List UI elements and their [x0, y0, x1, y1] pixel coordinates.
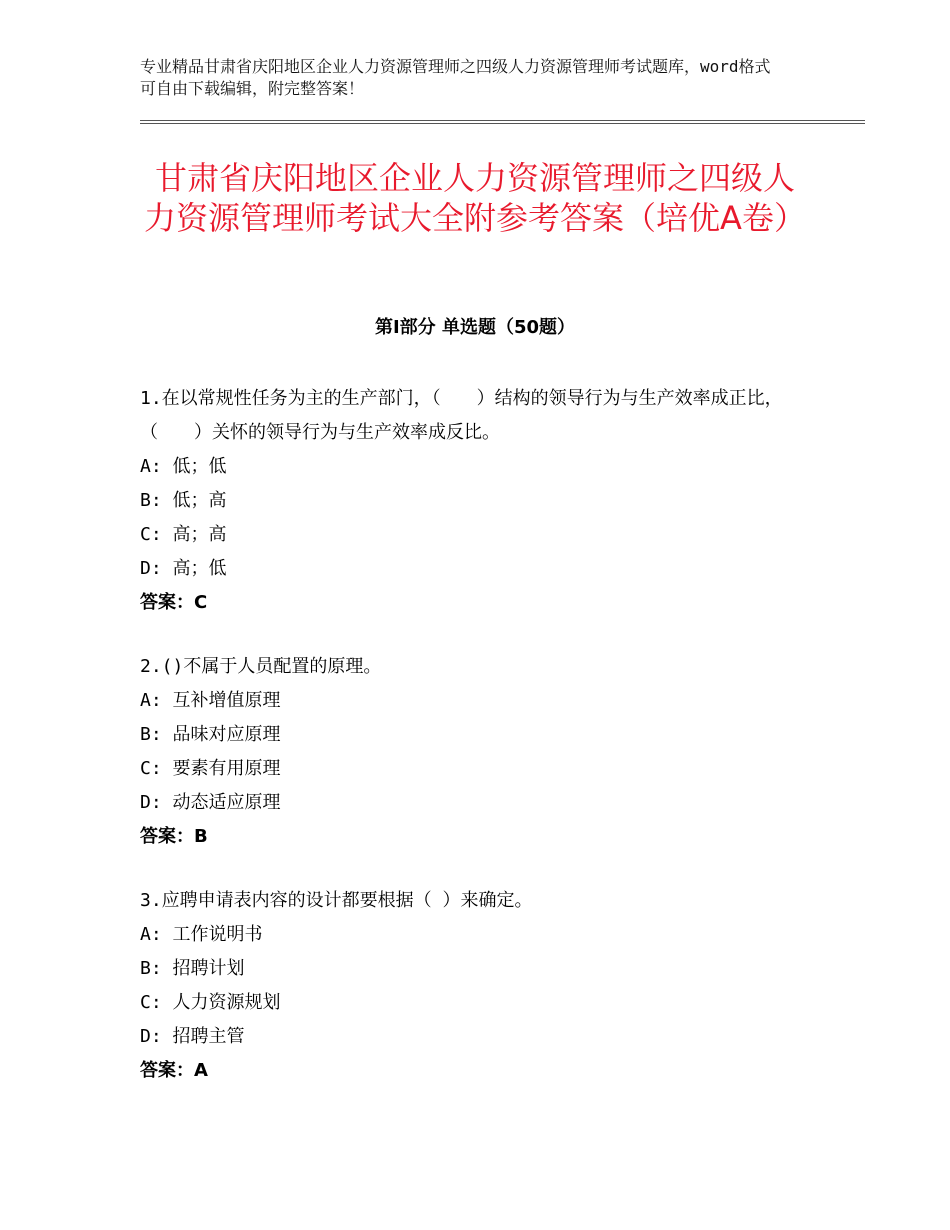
option-a: A: 低；低: [140, 456, 227, 477]
option-d: D: 高；低: [140, 558, 227, 579]
question-stem: 1.在以常规性任务为主的生产部门，（ ）结构的领导行为与生产效率成正比，（ ）关怀的领导行为与生产效率成反比。: [140, 388, 783, 443]
question-stem: 3.应聘申请表内容的设计都要根据（ ）来确定。: [140, 890, 533, 911]
answer-line: 答案：B: [140, 826, 208, 847]
option-c: C: 要素有用原理: [140, 758, 281, 779]
question-2: [140, 650, 810, 854]
option-a: A: 工作说明书: [140, 924, 263, 945]
option-c: C: 人力资源规划: [140, 992, 281, 1013]
option-d: D: 动态适应原理: [140, 792, 281, 813]
header-note: 专业精品甘肃省庆阳地区企业人力资源管理师之四级人力资源管理师考试题库，word格式可自由下载编辑，附完整答案！: [140, 57, 771, 98]
question-stem: 2.()不属于人员配置的原理。: [140, 656, 382, 677]
question-1: [140, 382, 810, 620]
document-title: 甘肃省庆阳地区企业人力资源管理师之四级人力资源管理师考试大全附参考答案（培优A卷）: [144, 159, 806, 237]
section-title: 第Ⅰ部分 单选题（50题）: [374, 317, 575, 338]
option-d: D: 招聘主管: [140, 1026, 245, 1047]
option-b: B: 招聘计划: [140, 958, 245, 979]
option-b: B: 低；高: [140, 490, 227, 511]
header-divider: [140, 120, 865, 124]
question-3: [140, 884, 810, 1088]
answer-line: 答案：A: [140, 1060, 208, 1081]
answer-line: 答案：C: [140, 592, 208, 613]
option-a: A: 互补增值原理: [140, 690, 281, 711]
option-b: B: 品味对应原理: [140, 724, 281, 745]
option-c: C: 高；高: [140, 524, 227, 545]
question-list: [140, 382, 810, 1118]
